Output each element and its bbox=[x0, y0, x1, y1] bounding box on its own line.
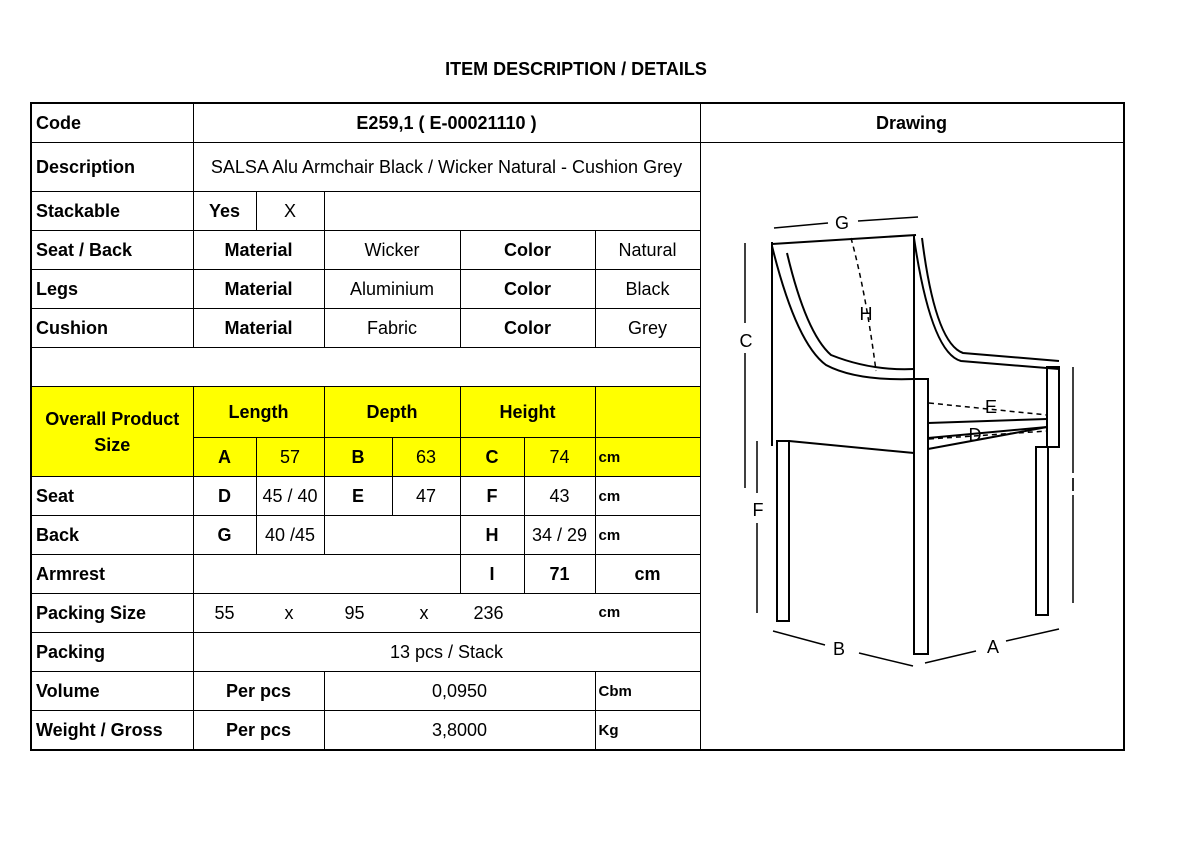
seat-back-label: Seat / Back bbox=[31, 231, 193, 270]
code-value: E259,1 ( E-00021110 ) bbox=[193, 103, 700, 143]
volume-label: Volume bbox=[31, 672, 193, 711]
code-row bbox=[31, 103, 1124, 143]
packing-value: 13 pcs / Stack bbox=[193, 633, 700, 672]
dim-d-value: 45 / 40 bbox=[256, 477, 324, 516]
material-label: Material bbox=[193, 231, 324, 270]
dim-c-value: 74 bbox=[524, 438, 595, 477]
description-row bbox=[31, 143, 1124, 192]
seat-back-color: Natural bbox=[595, 231, 700, 270]
packing-size-length: 55 bbox=[214, 603, 235, 623]
stackable-empty bbox=[324, 192, 700, 231]
back-label: Back bbox=[31, 516, 193, 555]
dim-c-label: C bbox=[460, 438, 524, 477]
dim-letter-i: I bbox=[1069, 475, 1076, 495]
dim-i-value: 71 bbox=[524, 555, 595, 594]
dim-f-value: 43 bbox=[524, 477, 595, 516]
weight-label: Weight / Gross bbox=[31, 711, 193, 751]
drawing-cell bbox=[700, 143, 1124, 751]
spacer-cell bbox=[31, 348, 700, 387]
armrest-unit: cm bbox=[595, 555, 700, 594]
dim-letter-h: H bbox=[859, 304, 872, 324]
item-details-table bbox=[30, 102, 1125, 751]
legs-label: Legs bbox=[31, 270, 193, 309]
material-label: Material bbox=[193, 270, 324, 309]
legs-material: Aluminium bbox=[324, 270, 460, 309]
seat-back-material: Wicker bbox=[324, 231, 460, 270]
dim-letter-c: C bbox=[739, 331, 752, 351]
seat-unit: cm bbox=[595, 477, 700, 516]
dim-a-label: A bbox=[193, 438, 256, 477]
length-label: Length bbox=[193, 387, 324, 438]
dim-h-value: 34 / 29 bbox=[524, 516, 595, 555]
packing-size-height: 236 bbox=[473, 603, 504, 623]
material-label: Material bbox=[193, 309, 324, 348]
packing-size-values bbox=[193, 594, 700, 633]
legs-color: Black bbox=[595, 270, 700, 309]
page-title: ITEM DESCRIPTION / DETAILS bbox=[445, 59, 707, 79]
code-label: Code bbox=[31, 103, 193, 143]
dim-b-value: 63 bbox=[392, 438, 460, 477]
armrest-empty bbox=[193, 555, 460, 594]
seat-label: Seat bbox=[31, 477, 193, 516]
overall-unit: cm bbox=[595, 438, 700, 477]
packing-size-unit: cm bbox=[598, 604, 621, 621]
back-unit: cm bbox=[595, 516, 700, 555]
packing-size-x2: x bbox=[419, 603, 429, 623]
armrest-label: Armrest bbox=[31, 555, 193, 594]
dim-e-value: 47 bbox=[392, 477, 460, 516]
depth-label: Depth bbox=[324, 387, 460, 438]
packing-size-label: Packing Size bbox=[31, 594, 193, 633]
dim-letter-f: F bbox=[752, 500, 763, 520]
weight-unit: Kg bbox=[595, 711, 700, 751]
back-empty bbox=[324, 516, 460, 555]
description-label: Description bbox=[31, 143, 193, 192]
volume-value: 0,0950 bbox=[324, 672, 595, 711]
dim-letter-a: A bbox=[986, 637, 999, 657]
dim-g-label: G bbox=[193, 516, 256, 555]
weight-value: 3,8000 bbox=[324, 711, 595, 751]
dim-i-label: I bbox=[460, 555, 524, 594]
stackable-yes: Yes bbox=[193, 192, 256, 231]
dim-a-value: 57 bbox=[256, 438, 324, 477]
dim-h-label: H bbox=[460, 516, 524, 555]
volume-per: Per pcs bbox=[193, 672, 324, 711]
dim-b-label: B bbox=[324, 438, 392, 477]
dim-d-label: D bbox=[193, 477, 256, 516]
packing-size-x1: x bbox=[284, 603, 294, 623]
height-label: Height bbox=[460, 387, 595, 438]
stackable-mark: X bbox=[256, 192, 324, 231]
chair-drawing bbox=[701, 143, 1123, 749]
dim-letter-e: E bbox=[984, 397, 997, 417]
stackable-label: Stackable bbox=[31, 192, 193, 231]
color-label: Color bbox=[460, 309, 595, 348]
dim-g-value: 40 /45 bbox=[256, 516, 324, 555]
packing-size-depth: 95 bbox=[344, 603, 365, 623]
dim-letter-g: G bbox=[834, 213, 849, 233]
overall-size-label: Overall Product Size bbox=[31, 387, 193, 477]
cushion-color: Grey bbox=[595, 309, 700, 348]
cushion-material: Fabric bbox=[324, 309, 460, 348]
packing-label: Packing bbox=[31, 633, 193, 672]
dim-e-label: E bbox=[324, 477, 392, 516]
overall-empty bbox=[595, 387, 700, 438]
color-label: Color bbox=[460, 231, 595, 270]
volume-unit: Cbm bbox=[595, 672, 700, 711]
cushion-label: Cushion bbox=[31, 309, 193, 348]
description-value: SALSA Alu Armchair Black / Wicker Natural - Cushion Grey bbox=[193, 143, 700, 192]
dim-letter-d: D bbox=[968, 425, 981, 445]
color-label: Color bbox=[460, 270, 595, 309]
dim-f-label: F bbox=[460, 477, 524, 516]
weight-per: Per pcs bbox=[193, 711, 324, 751]
dim-letter-b: B bbox=[832, 639, 845, 659]
drawing-header: Drawing bbox=[700, 103, 1124, 143]
